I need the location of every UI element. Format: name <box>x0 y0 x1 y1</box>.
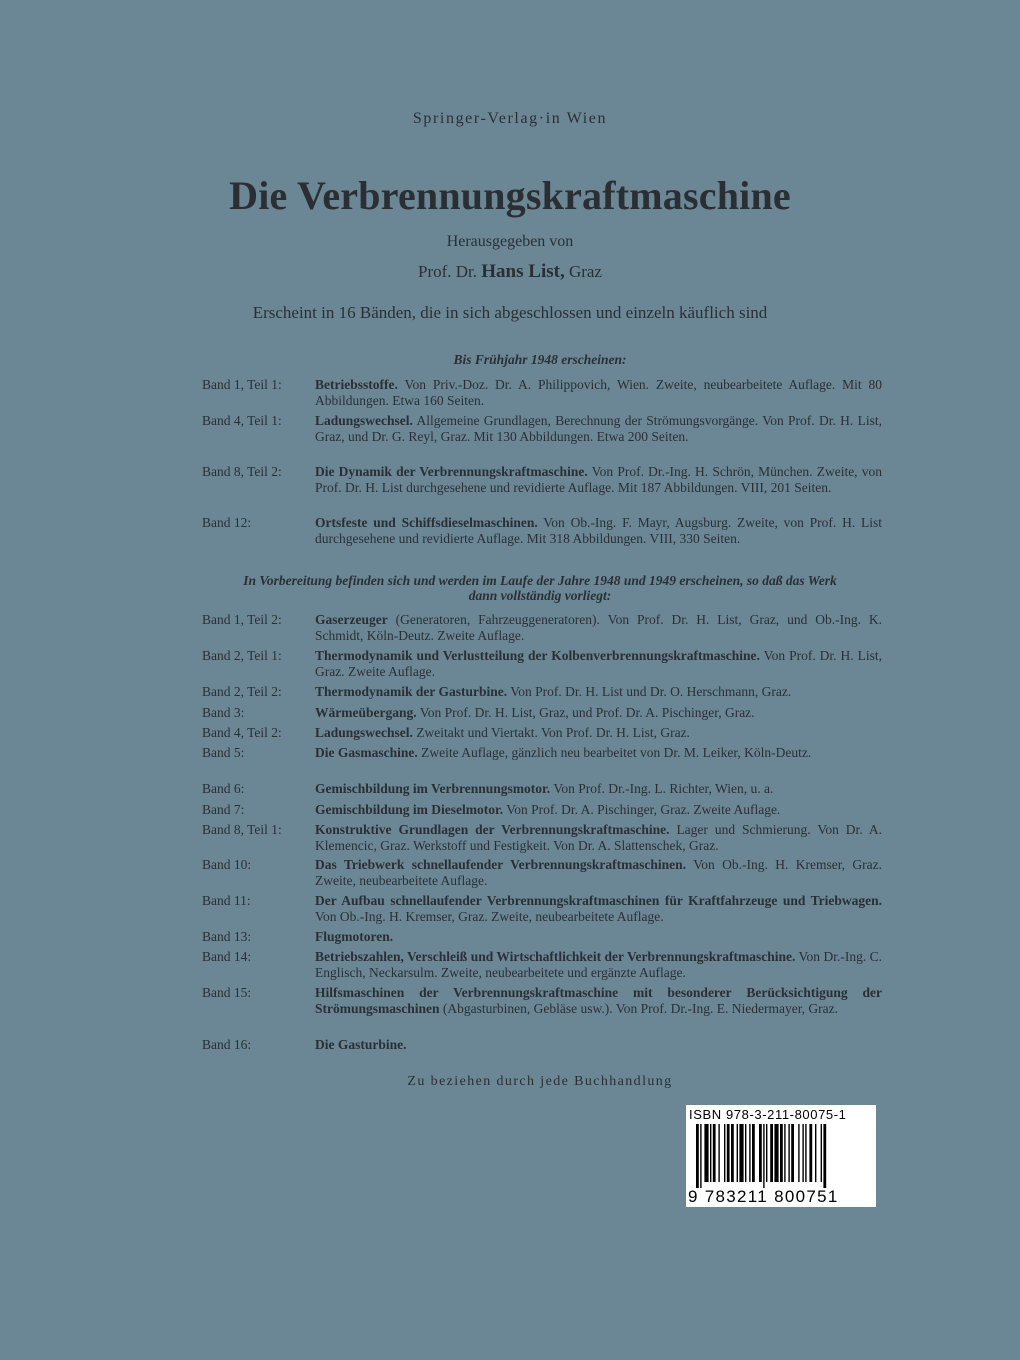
volume-title: Betriebsstoffe. <box>315 377 398 392</box>
volume-title: Ortsfeste und Schiffsdieselmaschinen. <box>315 515 538 530</box>
volume-details: Allgemeine Grundlagen, Berechnung der Strömungsvorgänge. Von Prof. Dr. H. List, Graz, und Dr. G. Reyl, Graz. Mit 130 Abbildungen. Etwa 200 Seiten. <box>315 413 882 444</box>
volume-entry <box>202 648 882 679</box>
volume-description <box>315 745 882 761</box>
volume-title: Flugmotoren. <box>315 929 394 944</box>
volume-title: Ladungswechsel. <box>315 413 413 428</box>
volume-title: Konstruktive Grundlagen der Verbrennungskraftmaschine. <box>315 822 670 837</box>
volume-title: Betriebszahlen, Verschleiß und Wirtschaftlichkeit der Verbrennungskraftmaschine. <box>315 949 796 964</box>
volume-entry <box>202 725 882 741</box>
volume-details: Von Ob.-Ing. H. Kremser, Graz. Zweite, neubearbeitete Auflage. <box>315 857 883 888</box>
editor-city: Graz <box>568 262 602 281</box>
volume-details: (Generatoren, Fahrzeuggeneratoren). Von Prof. Dr. H. List, Graz, und Ob.-Ing. K. Schmidt, Köln-Deutz. Zweite Auflage. <box>315 612 882 643</box>
volume-label: Band 8, Teil 1: <box>202 822 282 837</box>
volume-label: Band 5: <box>202 745 245 760</box>
volume-title: Gemischbildung im Verbrennungsmotor. <box>315 781 551 796</box>
volume-label: Band 2, Teil 2: <box>202 684 282 699</box>
editor-prefix: Prof. Dr. <box>418 262 478 281</box>
volume-description <box>315 648 882 679</box>
volume-title: Die Gasturbine. <box>315 1037 407 1052</box>
volume-title: Thermodynamik der Gasturbine. <box>315 684 508 699</box>
volume-title: Wärmeübergang. <box>315 705 417 720</box>
volume-label: Band 15: <box>202 985 252 1000</box>
volume-entry <box>202 822 882 853</box>
volume-description <box>315 893 882 924</box>
volume-description <box>315 725 882 741</box>
publisher-line: Springer-Verlag·in Wien <box>412 110 608 127</box>
volume-description <box>315 413 882 444</box>
volume-label: Band 12: <box>202 515 252 530</box>
volume-label: Band 11: <box>202 893 251 908</box>
volume-details: Von Ob.-Ing. F. Mayr, Augsburg. Zweite, von Prof. H. List durchgesehene und revidierte Auflage. Mit 318 Abbildungen. VIII, 330 Seiten. <box>315 515 882 546</box>
volume-details: Von Prof. Dr. H. List und Dr. O. Herschmann, Graz. <box>507 684 792 699</box>
barcode-bars <box>696 1124 866 1188</box>
volume-description <box>315 802 882 818</box>
volume-entry <box>202 949 882 980</box>
volume-label: Band 4, Teil 1: <box>202 413 282 428</box>
volume-details: (Abgasturbinen, Gebläse usw.). Von Prof. Dr.-Ing. E. Niedermayer, Graz. <box>439 1000 839 1016</box>
volume-details: Von Prof. Dr.-Ing. H. Schrön, München. Zweite, von Prof. Dr. H. List durchgesehene und revidierte Auflage. Mit 187 Abbildungen. VIII, 201 Seiten. <box>315 464 882 495</box>
volume-entry <box>202 612 882 643</box>
volume-title: Gaserzeuger <box>315 612 388 627</box>
volume-description <box>315 377 882 408</box>
section-heading-line: dann vollständig vorliegt: <box>468 588 612 603</box>
volume-label: Band 7: <box>202 802 245 817</box>
volume-label: Band 13: <box>202 929 252 944</box>
volume-description <box>315 515 882 546</box>
volume-title: Die Gasmaschine. <box>315 745 418 760</box>
volume-label: Band 8, Teil 2: <box>202 464 282 479</box>
volume-details: Zweitakt und Viertakt. Von Prof. Dr. H. List, Graz. <box>412 725 690 740</box>
ean-digits: 9 783211 800751 <box>688 1187 839 1206</box>
volume-title: Ladungswechsel. <box>315 725 413 740</box>
volume-label: Band 16: <box>202 1037 252 1052</box>
volume-entry <box>202 705 882 721</box>
volume-details: Von Ob.-Ing. H. Kremser, Graz. Zweite, neubearbeitete Auflage. <box>315 908 664 924</box>
volume-details: Von Dr.-Ing. C. Englisch, Neckarsulm. Zweite, neubearbeitete und ergänzte Auflage. <box>315 949 882 980</box>
volume-label: Band 4, Teil 2: <box>202 725 282 740</box>
section-heading-line: In Vorbereitung befinden sich und werden im Laufe der Jahre 1948 und 1949 erscheinen, so daß das Werk <box>243 573 837 588</box>
volume-title: Gemischbildung im Dieselmotor. <box>315 802 504 817</box>
volume-label: Band 10: <box>202 857 252 872</box>
volume-entry <box>202 857 882 888</box>
volume-entry <box>202 684 882 700</box>
volume-details: Von Prof. Dr. H. List, Graz, und Prof. Dr. A. Pischinger, Graz. <box>416 705 755 720</box>
volume-label: Band 2, Teil 1: <box>202 648 282 663</box>
volume-entry <box>202 929 882 945</box>
volume-label: Band 14: <box>202 949 252 964</box>
volume-label: Band 6: <box>202 781 245 796</box>
volume-entry <box>202 781 882 797</box>
volume-label: Band 1, Teil 2: <box>202 612 282 627</box>
volume-details: Von Prof. Dr. A. Pischinger, Graz. Zweite Auflage. <box>503 802 781 817</box>
editor-name: Hans List, <box>481 261 565 282</box>
volume-description <box>315 929 882 945</box>
editor-label: Herausgegeben von <box>446 233 574 250</box>
volume-entry <box>202 745 882 761</box>
volume-title: Thermodynamik und Verlustteilung der Kolbenverbrennungskraftmaschine. <box>315 648 760 663</box>
volume-title: Das Triebwerk schnellaufender Verbrennungskraftmaschinen. <box>315 857 687 872</box>
volume-details: Von Prof. Dr.-Ing. L. Richter, Wien, u. a. <box>550 781 774 796</box>
volume-details: Lager und Schmierung. Von Dr. A. Klemencic, Graz. Werkstoff und Festigkeit. Von Dr. A. Slattenschek, Graz. <box>315 822 883 853</box>
volume-description <box>315 985 882 1016</box>
volume-label: Band 3: <box>202 705 245 720</box>
volume-description <box>315 464 882 495</box>
volume-description <box>315 949 882 980</box>
volume-entry <box>202 413 882 444</box>
volume-title: Die Dynamik der Verbrennungskraftmaschine. <box>315 464 588 479</box>
isbn-barcode <box>686 1105 876 1207</box>
section-heading-spring-1948: Bis Frühjahr 1948 erscheinen: <box>453 352 627 367</box>
isbn-label: ISBN 978-3-211-80075-1 <box>689 1107 847 1122</box>
volume-description <box>315 781 882 797</box>
book-series-title: Die Verbrennungskraftmaschine <box>229 173 791 218</box>
volume-description <box>315 822 882 853</box>
volume-details: Zweite Auflage, gänzlich neu bearbeitet von Dr. M. Leiker, Köln-Deutz. <box>417 745 812 760</box>
volume-description <box>315 857 882 888</box>
volume-description <box>315 684 882 700</box>
volume-entry <box>202 893 882 924</box>
volume-label: Band 1, Teil 1: <box>202 377 282 392</box>
volume-details: Von Priv.-Doz. Dr. A. Philippovich, Wien. Zweite, neubearbeitete Auflage. Mit 80 Abbildungen. Etwa 160 Seiten. <box>315 377 882 408</box>
series-note: Erscheint in 16 Bänden, die in sich abgeschlossen und einzeln käuflich sind <box>252 303 768 322</box>
volume-entry <box>202 1037 882 1053</box>
volume-entry <box>202 464 882 495</box>
availability-note: Zu beziehen durch jede Buchhandlung <box>407 1074 673 1089</box>
volume-entry <box>202 515 882 546</box>
volume-entry <box>202 985 882 1016</box>
volume-title: Der Aufbau schnellaufender Verbrennungskraftmaschinen für Kraftfahrzeuge und Triebwagen. <box>315 893 882 908</box>
volume-description <box>315 612 882 643</box>
volume-description <box>315 705 882 721</box>
volume-description <box>315 1037 882 1053</box>
section-heading-in-preparation <box>200 573 880 603</box>
volume-details: Von Prof. Dr. H. List, Graz. Zweite Auflage. <box>315 648 883 679</box>
volume-entry <box>202 802 882 818</box>
editor-line <box>0 261 1020 283</box>
volume-entry <box>202 377 882 408</box>
volume-title: Hilfsmaschinen der Verbrennungskraftmaschine mit besonderer Berücksichtigung der Strömungsmaschinen <box>315 985 882 1016</box>
